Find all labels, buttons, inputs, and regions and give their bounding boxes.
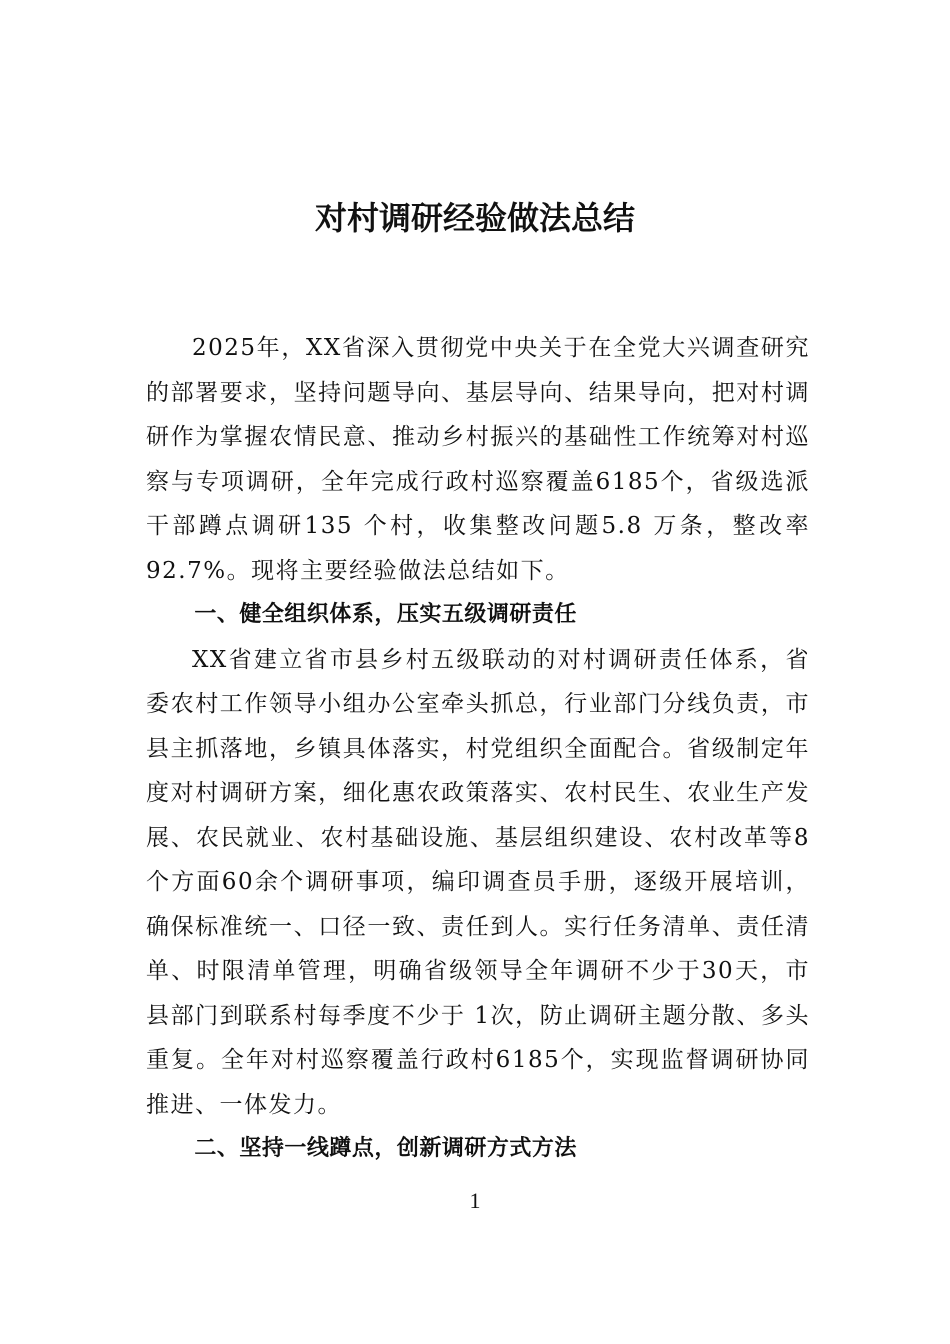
intro-paragraph: 2025年，XX省深入贯彻党中央关于在全党大兴调查研究的部署要求，坚持问题导向、基层导向、结果导向，把对村调研作为掌握农情民意、推动乡村振兴的基础性工作统筹对村巡察与专项调研，全年完成行政村巡察覆盖6185个，省级选派干部蹲点调研135 个村，收集整改问题5.8 万条，整改率92.7%。现将主要经验做法总结如下。: [146, 335, 810, 584]
page-number: 1: [469, 1188, 481, 1213]
section-heading-2: 二、坚持一线蹲点，创新调研方式方法: [194, 1136, 577, 1161]
section-heading-1: 一、健全组织体系，压实五级调研责任: [194, 602, 577, 627]
section-1-paragraph: XX省建立省市县乡村五级联动的对村调研责任体系，省委农村工作领导小组办公室牵头抓总，行业部门分线负责，市县主抓落地，乡镇具体落实，村党组织全面配合。省级制定年度对村调研方案，细化惠农政策落实、农村民生、农业生产发展、农民就业、农村基础设施、基层组织建设、农村改革等8 个方面60余个调研事项，编印调查员手册，逐级开展培训，确保标准统一、口径一致、责任到人。实行任务清单、责任清单、时限清单管理，明确省级领导全年调研不少于30天，市县部门到联系村每季度不少于 1次，防止调研主题分散、多头重复。全年对村巡察覆盖行政村6185个，实现监督调研协同推进、一体发力。: [146, 646, 810, 1118]
document-title: 对村调研经验做法总结: [314, 199, 635, 237]
document-body: [146, 326, 810, 1172]
